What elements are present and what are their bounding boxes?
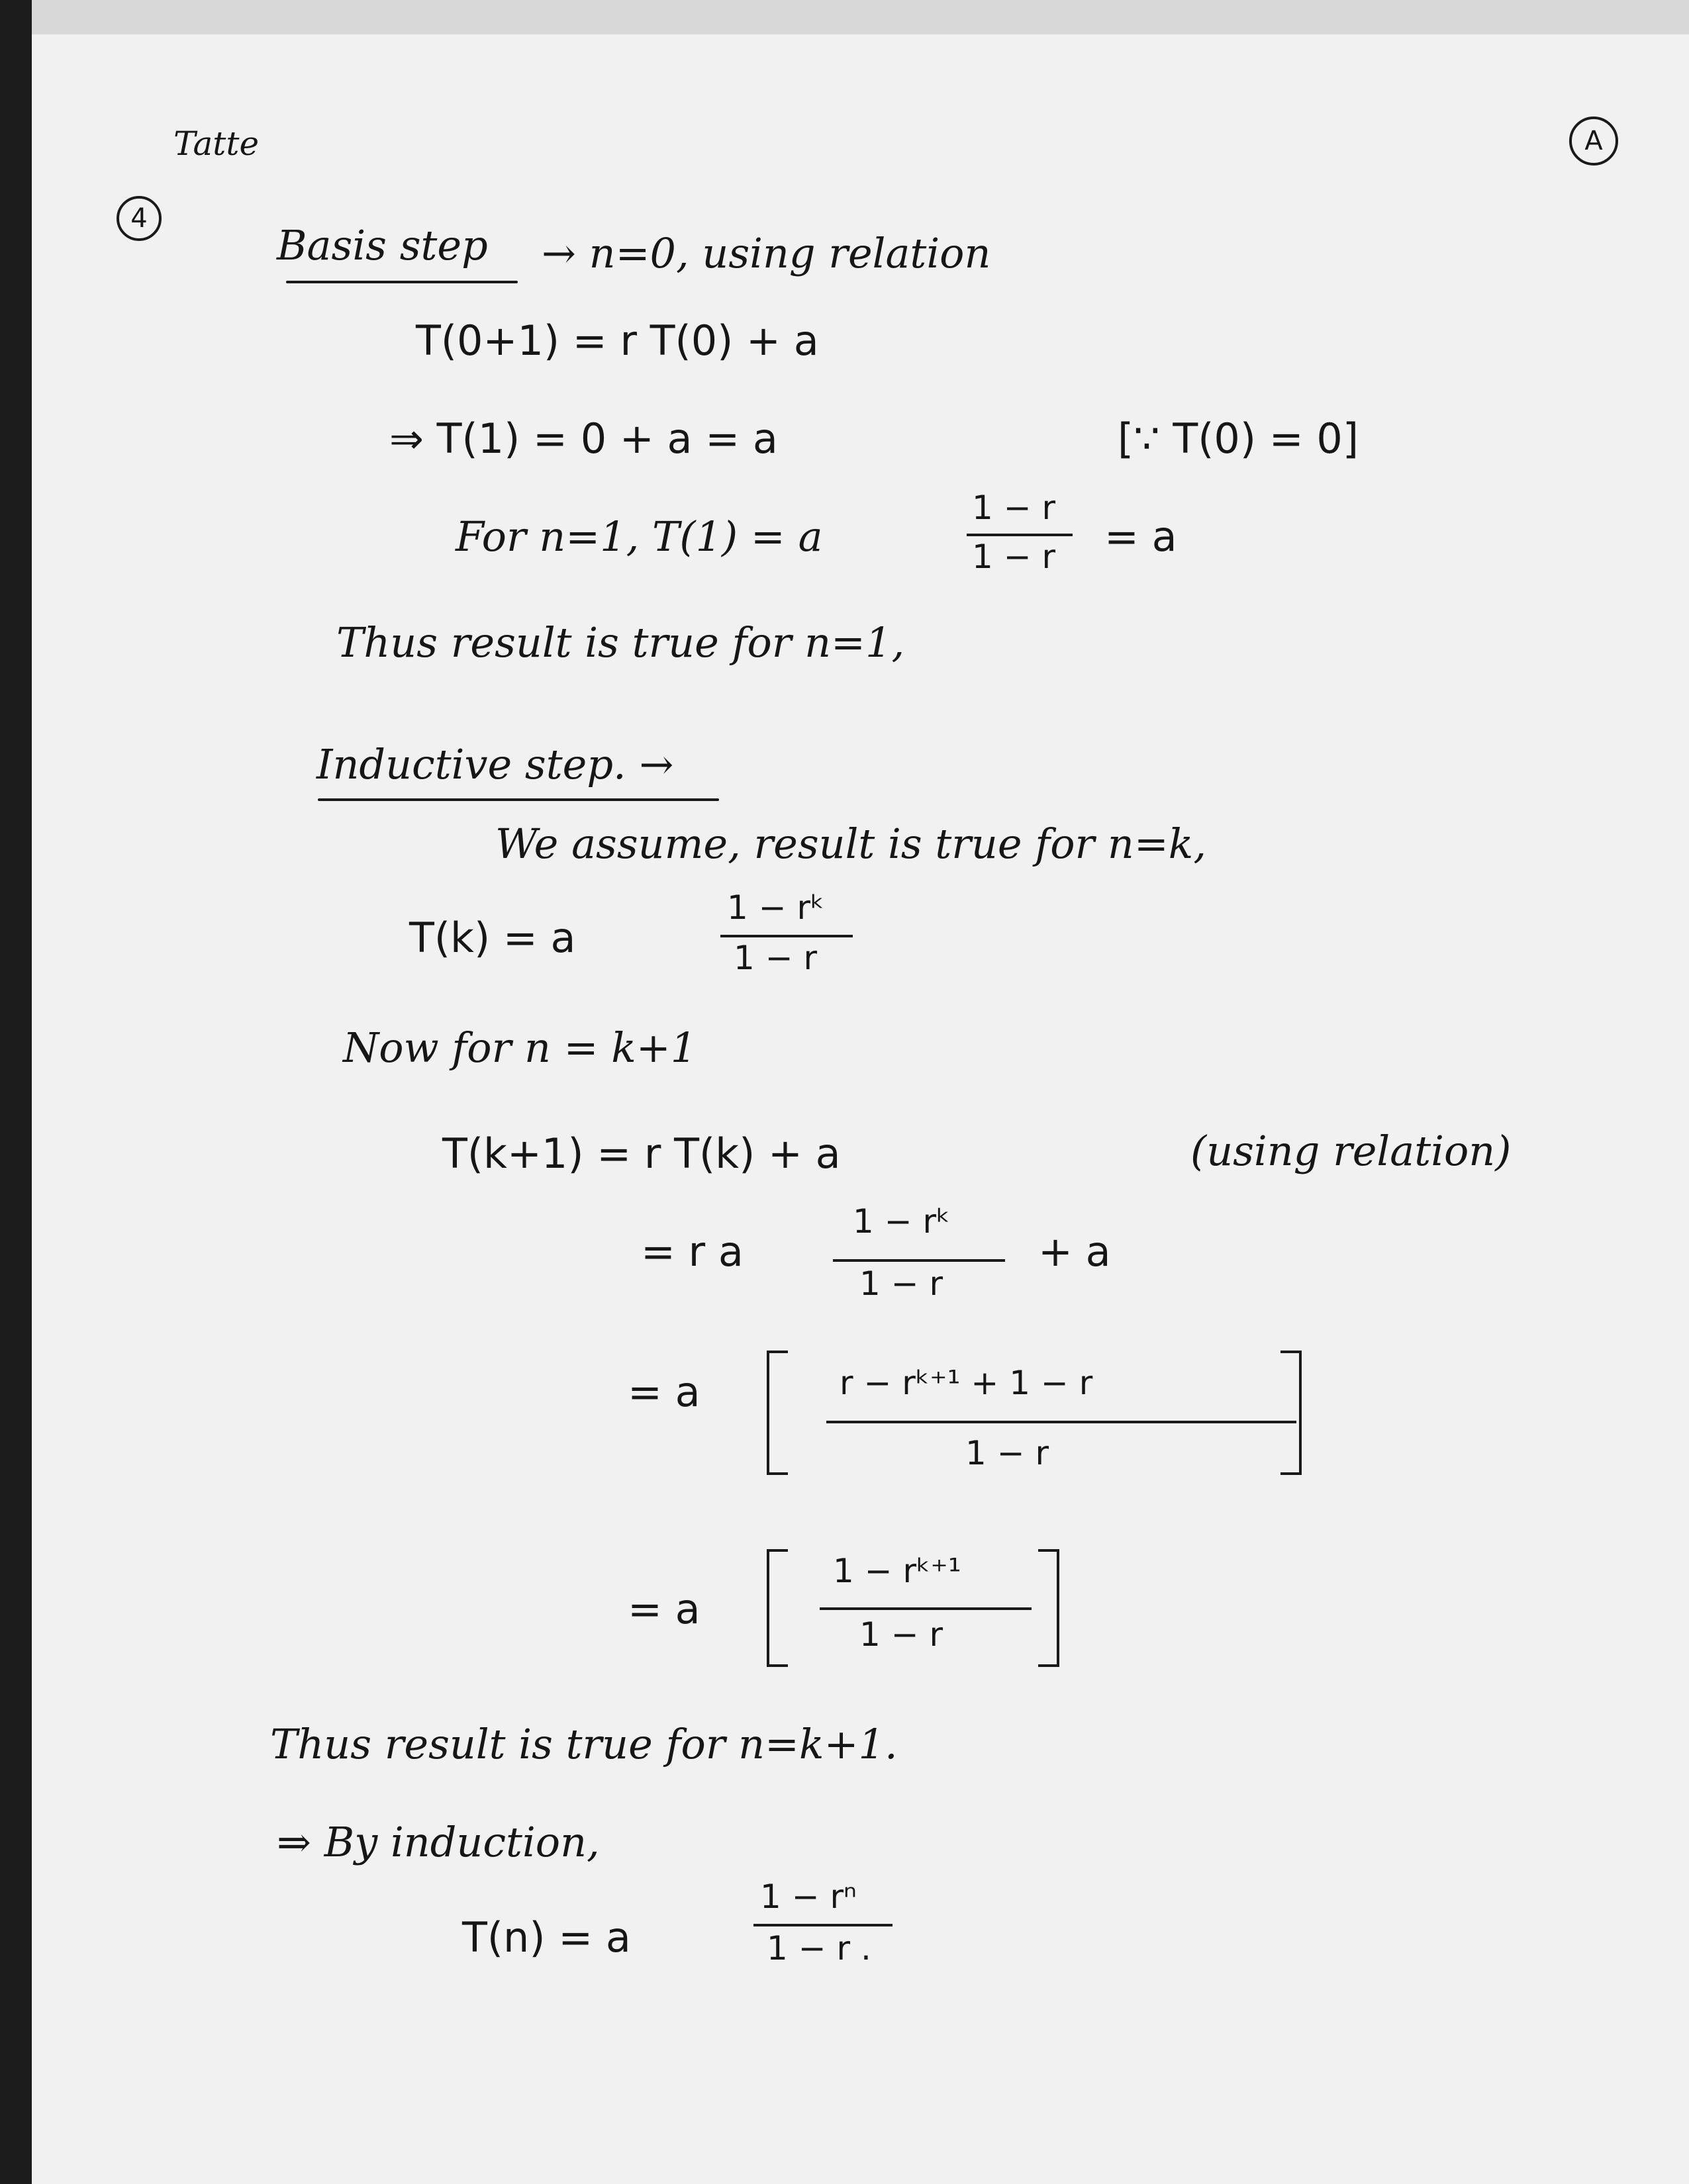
basis-heading-underline [286,281,518,283]
step-eq-2-fraction-bar [833,1259,1005,1262]
step-eq-2-lhs: = r a [641,1227,744,1276]
final-intro: ⇒ By induction, [277,1818,600,1866]
final-num: 1 − rⁿ [760,1877,857,1916]
hypothesis-den: 1 − r [734,939,818,977]
hypothesis-lhs: T(k) = a [409,914,576,962]
step-eq-4-den: 1 − r [859,1615,943,1654]
sheet-top-edge [32,0,1689,34]
inductive-assumption: We assume, result is true for n=k, [495,820,1207,868]
step-eq-4-close-bracket [1038,1549,1059,1667]
basis-check-den: 1 − r [972,538,1056,576]
basis-eq-1: T(0+1) = r T(0) + a [416,316,819,365]
step-eq-3-open-bracket [767,1351,788,1475]
hypothesis-num: 1 − rᵏ [727,888,825,927]
basis-conclusion: Thus result is true for n=1, [336,618,905,667]
step-eq-2-rhs: + a [1038,1227,1111,1276]
step-eq-4-lhs: = a [628,1585,700,1633]
inductive-conclusion: Thus result is true for n=k+1. [270,1720,898,1768]
step-eq-3-num: r − rᵏ⁺¹ + 1 − r [840,1364,1093,1402]
basis-step-heading: Basis step [277,221,488,269]
final-den: 1 − r . [767,1929,871,1968]
inductive-step-heading: Inductive step. → [316,740,674,788]
basis-check-lhs: For n=1, T(1) = a [456,512,823,561]
question-number-mark: 4 [117,196,162,241]
page-letter-mark: A [1569,117,1618,166]
basis-check-result: = a [1104,512,1177,561]
final-lhs: T(n) = a [462,1913,631,1962]
step-eq-3-den: 1 − r [965,1434,1049,1472]
answer-sheet [32,0,1689,2184]
step-eq-4-num: 1 − rᵏ⁺¹ [833,1552,961,1590]
step-eq-1: T(k+1) = r T(k) + a [442,1129,841,1178]
basis-intro: → n=0, using relation [542,229,991,277]
step-eq-3-fraction-bar [826,1421,1296,1423]
basis-note: [∵ T(0) = 0] [1118,414,1359,463]
step-eq-3-lhs: = a [628,1368,700,1416]
final-fraction-bar [753,1924,893,1926]
basis-eq-2: ⇒ T(1) = 0 + a = a [389,414,778,463]
hypothesis-fraction-bar [720,935,853,937]
basis-fraction-bar [967,534,1073,536]
next-case-line: Now for n = k+1 [343,1023,697,1072]
step-eq-2-den: 1 − r [859,1264,943,1303]
step-eq-3-close-bracket [1280,1351,1302,1475]
basis-check-num: 1 − r [972,489,1056,527]
header-word: Tatte [173,124,260,163]
step-eq-4-open-bracket [767,1549,788,1667]
step-eq-4-fraction-bar [820,1607,1032,1610]
step-eq-2-num: 1 − rᵏ [853,1202,951,1241]
step-eq-1-note: (using relation) [1190,1127,1512,1175]
inductive-heading-underline [318,798,719,801]
